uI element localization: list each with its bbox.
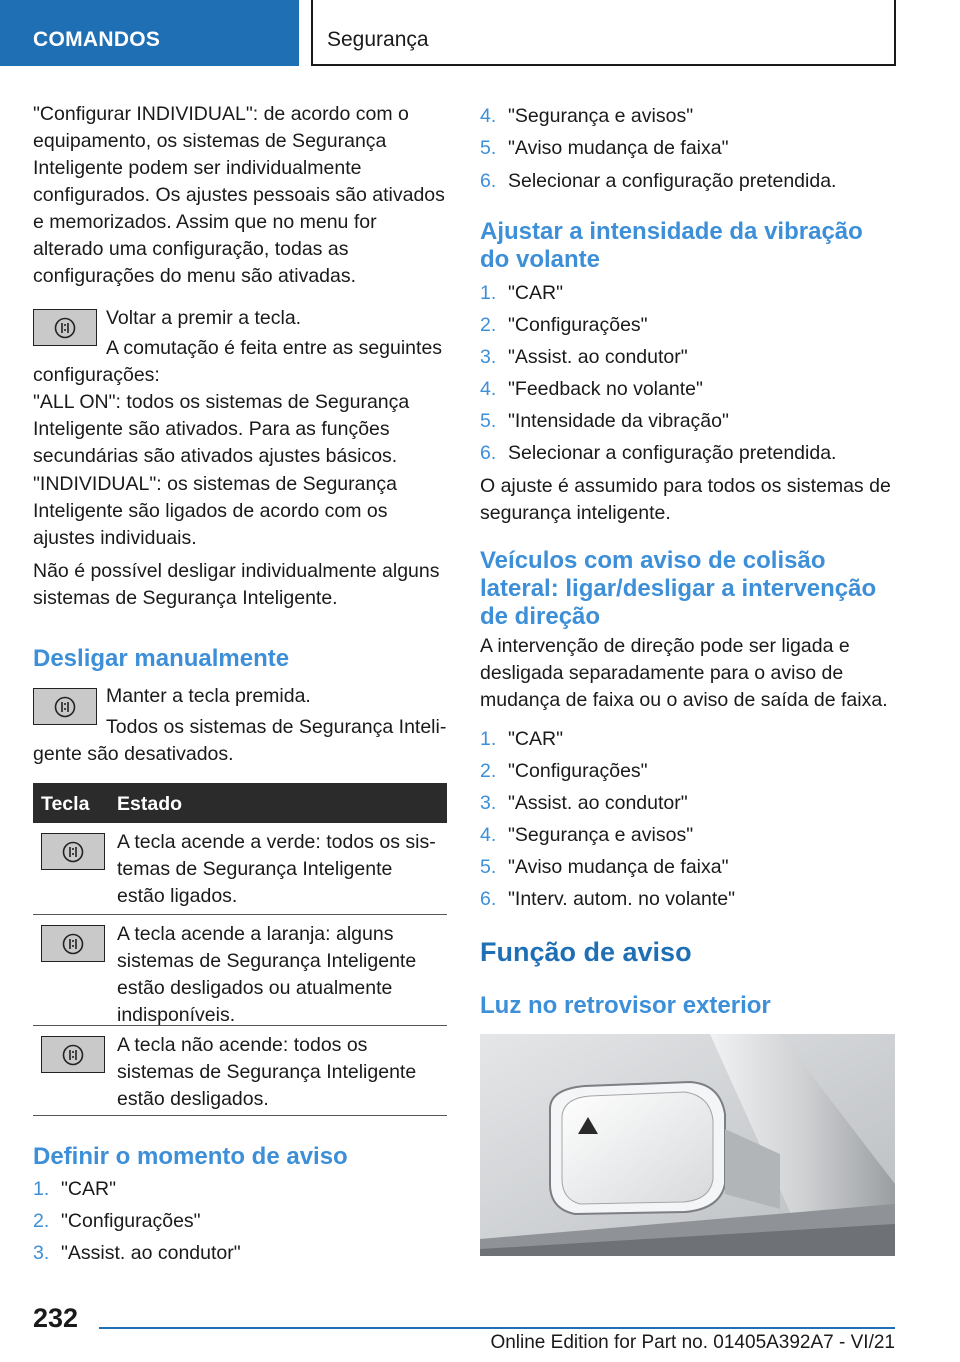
manual-off-heading: Desligar manualmente bbox=[33, 645, 290, 672]
mirror-light-heading: Luz no retrovisor exterior bbox=[480, 992, 771, 1019]
safety-key-orange-image bbox=[41, 925, 105, 962]
hold-key-text: Manter a tecla premida. bbox=[106, 685, 311, 707]
table-row bbox=[33, 915, 447, 1026]
all-on-text: "ALL ON": todos os sistemas de Segurança Inteligente são ativados. Para as funções secundárias são ativados ajustes básicos. bbox=[33, 391, 410, 467]
side-mirror-illustration bbox=[480, 1034, 895, 1256]
table-cell-state: A tecla não acende: todos os sistemas de Segurança Inteligente estão desligados. bbox=[117, 1034, 417, 1110]
warning-function-heading: Função de aviso bbox=[480, 937, 692, 967]
table-row bbox=[33, 1026, 447, 1116]
driver-assist-icon bbox=[62, 841, 84, 863]
driver-assist-icon bbox=[62, 1044, 84, 1066]
intro-paragraph: "Configurar INDIVIDUAL": de acordo com o equipamento, os sistemas de Segurança Inteligente podem ser individualmente configurados. Os ajustes pessoais são ativados e memorizados. Assim que no menu for alterado uma configuração, todas as configurações do menu são ativadas. bbox=[33, 103, 445, 287]
table-row bbox=[33, 823, 447, 915]
page-number: 232 bbox=[33, 1303, 79, 1333]
table-header bbox=[33, 783, 447, 823]
not-possible-text: Não é possível desligar individualmente alguns sistemas de Segurança Inteligente. bbox=[33, 560, 440, 609]
vibration-note: O ajuste é assumido para todos os sistemas de segurança inteligente. bbox=[480, 475, 891, 524]
table-cell-state: A tecla acende a verde: todos os sistemas de Segurança Inteligente estão ligados. bbox=[117, 831, 436, 907]
footer-divider bbox=[99, 1327, 895, 1329]
collision-text: A intervenção de direção pode ser ligada e desligada separadamente para o aviso de mudança de faixa ou o aviso de saída de faixa. bbox=[480, 635, 888, 711]
key-state-table bbox=[33, 783, 447, 1116]
chapter-title: Segurança bbox=[327, 28, 429, 51]
safety-key-off-image bbox=[41, 1036, 105, 1073]
table-cell-state: A tecla acende a laranja: alguns sistemas de Segurança Inteligente estão desligados ou atualmente indisponíveis. bbox=[117, 923, 417, 1026]
switching-text: A comutação é feita entre as seguintes configurações: bbox=[33, 337, 443, 386]
driver-assist-icon bbox=[62, 933, 84, 955]
table-header-state: Estado bbox=[117, 793, 183, 815]
section-tab bbox=[0, 0, 299, 66]
individual-text: "INDIVIDUAL": os sistemas de Segurança Inteligente são ligados de acordo com os ajustes individuais. bbox=[33, 473, 397, 549]
vibration-heading: Ajustar a intensidade da vibração do volante bbox=[480, 218, 863, 273]
safety-key-green-image bbox=[41, 833, 105, 870]
table-header-key: Tecla bbox=[41, 793, 90, 815]
collision-heading: Veículos com aviso de colisão lateral: ligar/desligar a intervenção de direção bbox=[480, 547, 877, 630]
warning-time-heading: Definir o momento de aviso bbox=[33, 1143, 348, 1170]
all-off-text: Todos os sistemas de Segurança Inteligente são desativados. bbox=[33, 716, 447, 765]
side-mirror-photo bbox=[480, 1034, 895, 1256]
press-again-text: Voltar a premir a tecla. bbox=[106, 307, 302, 329]
chapter-header bbox=[311, 0, 896, 66]
section-title: COMANDOS bbox=[33, 28, 161, 51]
footer-edition: Online Edition for Part no. 01405A392A7 - VI/21 bbox=[490, 1332, 895, 1353]
